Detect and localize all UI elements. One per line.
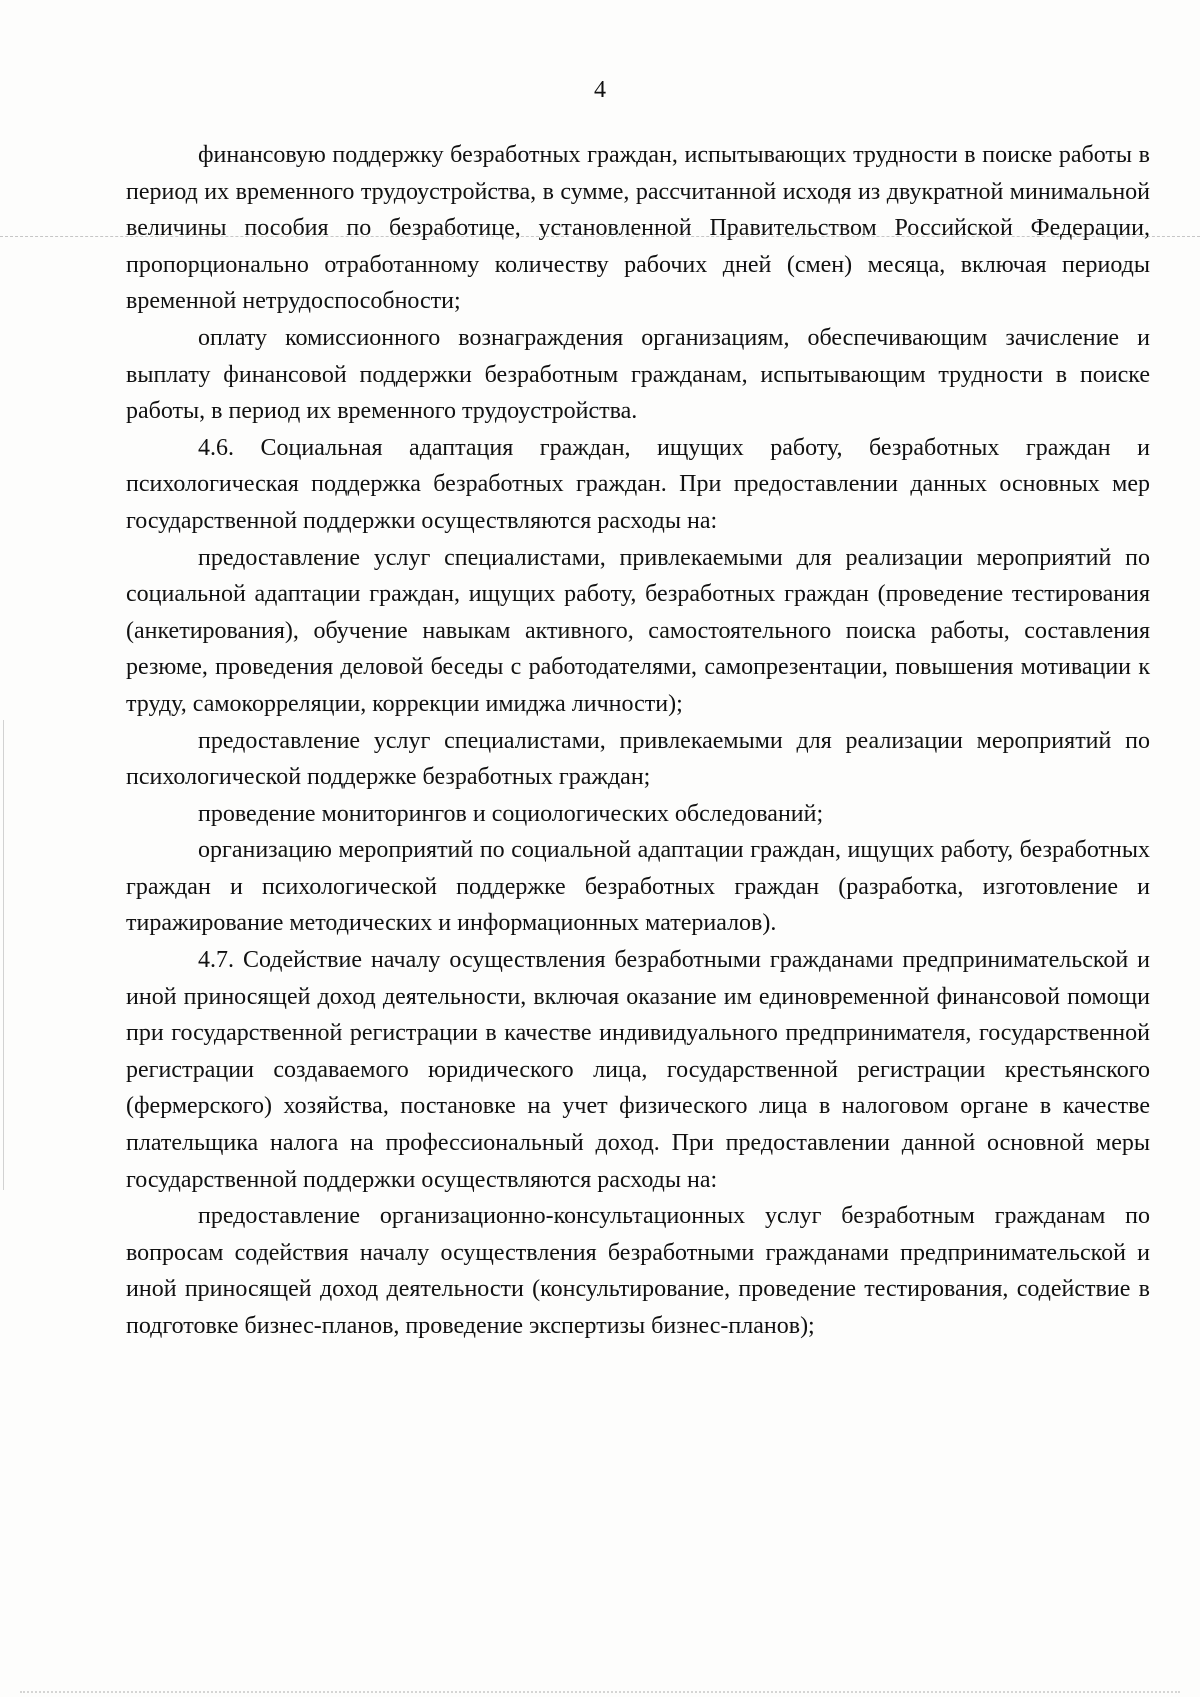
paragraph-section-4-7: 4.7. Содействие началу осуществления безработными гражданами предпринимательской и иной приносящей доход деятельности, включая оказание им единовременной финансовой помощи при государственной регистрации в качестве индивидуального предпринимателя, государственной регистрации создаваемого юридического лица, государственной регистрации крестьянского (фермерского) хозяйства, постановке на учет физического лица в налоговом органе в качестве плательщика налога на профессиональный доход. При предоставлении данной основной меры государственной поддержки осуществляются расходы на: bbox=[126, 947, 1150, 1193]
paragraph-social-adaptation-services: предоставление услуг специалистами, привлекаемыми для реализации мероприятий по социальной адаптации граждан, ищущих работу, безработных граждан (проведение тестирования (анкетирования), обучение навыкам активного, самостоятельного поиска работы, составления резюме, проведения деловой беседы с работодателями, самопрезентации, повышения мотивации к труду, самокорреляции, коррекции имиджа личности); bbox=[126, 544, 1150, 717]
paragraph-organization-events: организацию мероприятий по социальной адаптации граждан, ищущих работу, безработных граждан и психологической поддержке безработных граждан (разработка, изготовление и тиражирование методических и информационных материалов). bbox=[126, 837, 1150, 937]
paragraph-consulting-services: предоставление организационно-консультационных услуг безработным гражданам по вопросам содействия началу осуществления безработными гражданами предпринимательской и иной приносящей доход деятельности (консультирование, проведение тестирования, содействие в подготовке бизнес-планов, проведение экспертизы бизнес-планов); bbox=[126, 1203, 1150, 1339]
document-body bbox=[126, 137, 1150, 1345]
page-number: 4 bbox=[594, 77, 606, 103]
scan-artifact-bottom bbox=[20, 1691, 1180, 1693]
paragraph-commission-payment: оплату комиссионного вознаграждения организациям, обеспечивающим зачисление и выплату финансовой поддержки безработным гражданам, испытывающим трудности в поиске работы, в период их временного трудоустройства. bbox=[126, 324, 1150, 425]
paragraph-section-4-6: 4.6. Социальная адаптация граждан, ищущих работу, безработных граждан и психологическая поддержка безработных граждан. При предоставлении данных основных мер государственной поддержки осуществляются расходы на: bbox=[126, 434, 1150, 534]
paragraph-financial-support: финансовую поддержку безработных граждан, испытывающих трудности в поиске работы в период их временного трудоустройства, в сумме, рассчитанной исходя из двукратной минимальной величины пособия по безработице, установленной Правительством Российской Федерации, пропорционально отработанному количеству рабочих дней (смен) месяца, включая периоды временной нетрудоспособности; bbox=[126, 142, 1150, 315]
paragraph-monitoring: проведение мониторингов и социологических обследований; bbox=[198, 800, 824, 827]
paragraph-psychological-support-services: предоставление услуг специалистами, привлекаемыми для реализации мероприятий по психологической поддержке безработных граждан; bbox=[126, 727, 1150, 791]
scan-artifact-edge bbox=[3, 720, 4, 1190]
